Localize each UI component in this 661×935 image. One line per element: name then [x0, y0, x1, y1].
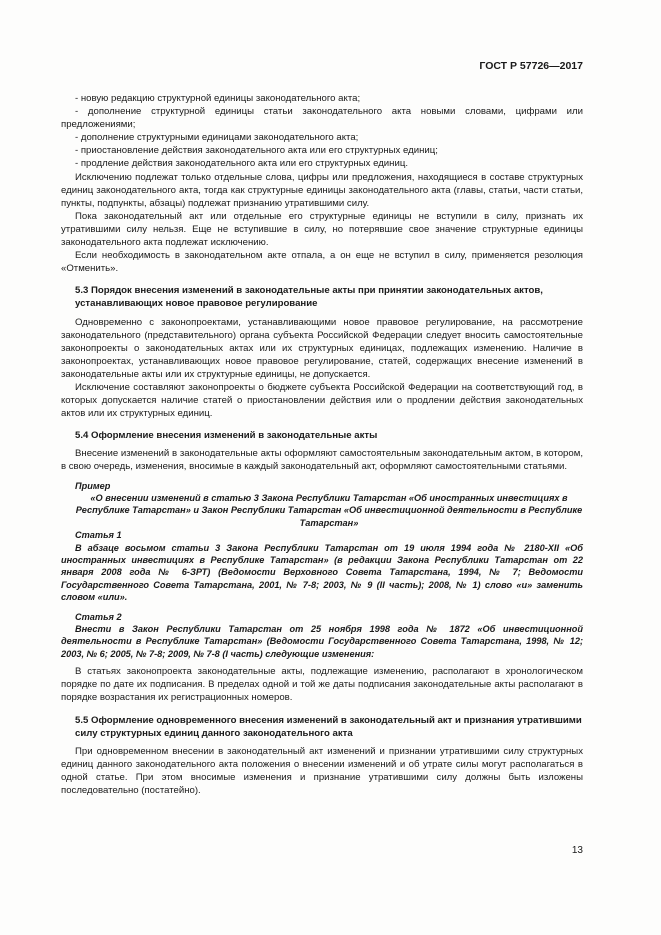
paragraph: Внесение изменений в законодательные акты оформляют самостоятельным законодательным актом, в котором, в свою очередь, изменения, вносимые в каждый законодательный акт, оформляют самостоятельными статьями. [61, 448, 583, 473]
example-title: «О внесении изменений в статью 3 Закона Республики Татарстан «Об иностранных инвестициях в Республике Татарстан» и Закон Республики Татарстан «Об инвестиционной деятельности в Республике Татарстан» [75, 492, 583, 528]
paragraph: Исключению подлежат только отдельные слова, цифры или предложения, находящиеся в составе структурных единиц законодательного акта, тогда как структурные единицы законодательного акта (главы, статьи, части статьи, пункты, подпункты, абзацы) подлежат признанию утратившими силу. [61, 171, 583, 209]
example-label: Пример [75, 480, 111, 491]
section-heading-5-4: 5.4 Оформление внесения изменений в законодательные акты [75, 430, 378, 442]
list-item: - дополнение структурными единицами законодательного акта; [75, 132, 359, 144]
paragraph: В статьях законопроекта законодательные акты, подлежащие изменению, располагают в хронологическом порядке по дате их подписания. В пределах одной и той же даты подписания законодательные акты располагают в порядке возрастания их регистрационных номеров. [61, 666, 583, 704]
paragraph: Исключение составляют законопроекты о бюджете субъекта Российской Федерации на соответствующий год, в которых допускается наличие статей о приостановлении действия или о продлении действия законодательных актов или их структурных единиц. [61, 381, 583, 420]
article-1-text: В абзаце восьмом статьи 3 Закона Республики Татарстан от 19 июля 1994 года № 2180-XII «Об иностранных инвестициях в Республике Татарстан» (в редакции Закона Республики Татарстан от 22 января 2008 года № 6-ЗРТ) (Ведомости Верховного Совета Татарстана, 1994, № 7; Ведомости Государственного Совета Татарстана, 2001, № 7-8; 2003, № 9 (II часть); 2008, № 1) слово «и» заменить словом «или». [61, 542, 583, 603]
article-2-label: Статья 2 [75, 611, 122, 622]
list-item: - приостановление действия законодательного акта или его структурных единиц; [75, 145, 438, 157]
section-heading-5-3: 5.3 Порядок внесения изменений в законодательные акты при принятии законодательных актов, устанавливающих новое правовое регулирование [75, 285, 543, 310]
list-item: - продление действия законодательного акта или его структурных единиц. [75, 158, 408, 170]
paragraph: Одновременно с законопроектами, устанавливающими новое правовое регулирование, на рассмотрение законодательного (представительного) органа субъекта Российской Федерации следует вносить самостоятельные законопроекты о законодательных актах или их структурных единицах, подлежащих изменению. Наличие в законопроектах, устанавливающих новое правовое регулирование, статей, содержащих внесение изменений в законодательные акты или их структурные единицы, не допускается. [61, 316, 583, 380]
article-2-text: Внести в Закон Республики Татарстан от 25 ноября 1998 года № 1872 «Об инвестиционной деятельности в Республике Татарстан» (Ведомости Государственного Совета Татарстана, 1998, № 12; 2003, № 6; 2005, № 7-8; 2009, № 7-8 (I часть) следующие изменения: [61, 624, 583, 659]
list-item: - дополнение структурной единицы статьи законодательного акта новыми словами, цифрами или предложениями; [61, 106, 583, 131]
example-block [61, 480, 583, 661]
page-content [61, 92, 583, 797]
paragraph: Пока законодательный акт или отдельные его структурные единицы не вступили в силу, признать их утратившими силу нельзя. Еще не вступившие в силу, но потерявшие свое значение структурные единицы законодательного акта подлежат исключению. [61, 210, 583, 249]
amendment-type-list [61, 92, 583, 171]
page-number: 13 [571, 845, 583, 856]
standard-id: ГОСТ Р 57726—2017 [479, 60, 583, 72]
list-item: - новую редакцию структурной единицы законодательного акта; [75, 93, 361, 104]
paragraph: При одновременном внесении в законодательный акт изменений и признании утратившими силу структурных единиц данного законодательного акта положения о внесении изменений и об утрате силы могут располагаться в одной статье. При этом вносимые изменения и признание утратившими силу должны быть изложены последовательно (постатейно). [61, 745, 583, 796]
section-heading-5-5: 5.5 Оформление одновременного внесения изменений в законодательный акт и признания утратившими силу структурных единиц данного законодательного акта [75, 714, 582, 739]
article-1-label: Статья 1 [75, 530, 122, 541]
paragraph: Если необходимость в законодательном акте отпала, а он еще не вступил в силу, применяется резолюция «Отменить». [61, 250, 583, 275]
